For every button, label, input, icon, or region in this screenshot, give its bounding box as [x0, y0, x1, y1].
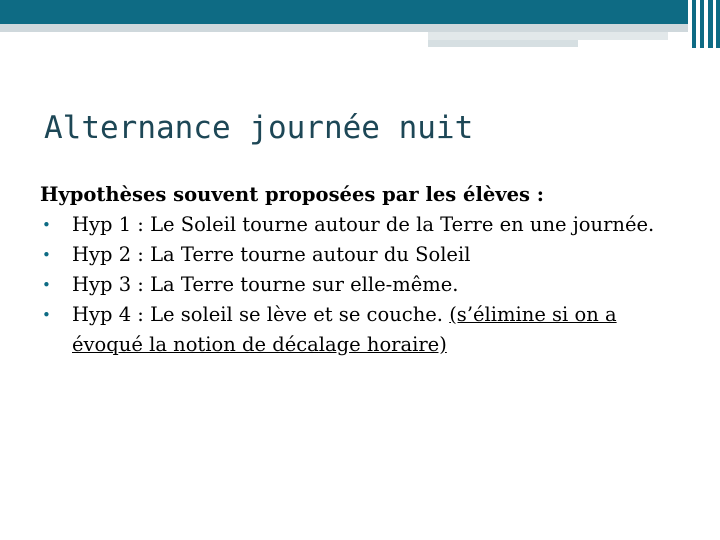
hypothesis-text: Hyp 3 : La Terre tourne sur elle-même.: [72, 273, 459, 296]
hypothesis-item: [40, 210, 690, 240]
decorative-stripe: [692, 0, 696, 48]
header-subband: [0, 24, 688, 32]
hypothesis-item: [40, 270, 690, 300]
header-accent-line: [428, 32, 668, 40]
hypothesis-list: [40, 210, 690, 360]
decorative-stripe: [716, 0, 720, 48]
hypothesis-item: [40, 240, 690, 270]
bullet-icon: •: [42, 306, 51, 324]
bullet-icon: •: [42, 216, 51, 234]
bullet-icon: •: [42, 276, 51, 294]
decorative-stripe: [700, 0, 704, 48]
decorative-stripe: [708, 0, 713, 48]
header-accent-line-short: [428, 40, 578, 47]
slide-title: Alternance journée nuit: [44, 110, 474, 146]
hypothesis-text: Hyp 1 : Le Soleil tourne autour de la Terre en une journée.: [72, 213, 655, 236]
bullet-icon: •: [42, 246, 51, 264]
hypothesis-item: [40, 300, 690, 360]
hypothesis-text: Hyp 2 : La Terre tourne autour du Soleil: [72, 243, 471, 266]
content-heading: Hypothèses souvent proposées par les élèves :: [40, 183, 544, 206]
hypothesis-note: (s’élimine si on a évoqué la notion de décalage horaire): [72, 303, 617, 356]
header-band: [0, 0, 688, 24]
hypothesis-text: Hyp 4 : Le soleil se lève et se couche.: [72, 303, 443, 326]
slide-body: [40, 180, 690, 360]
